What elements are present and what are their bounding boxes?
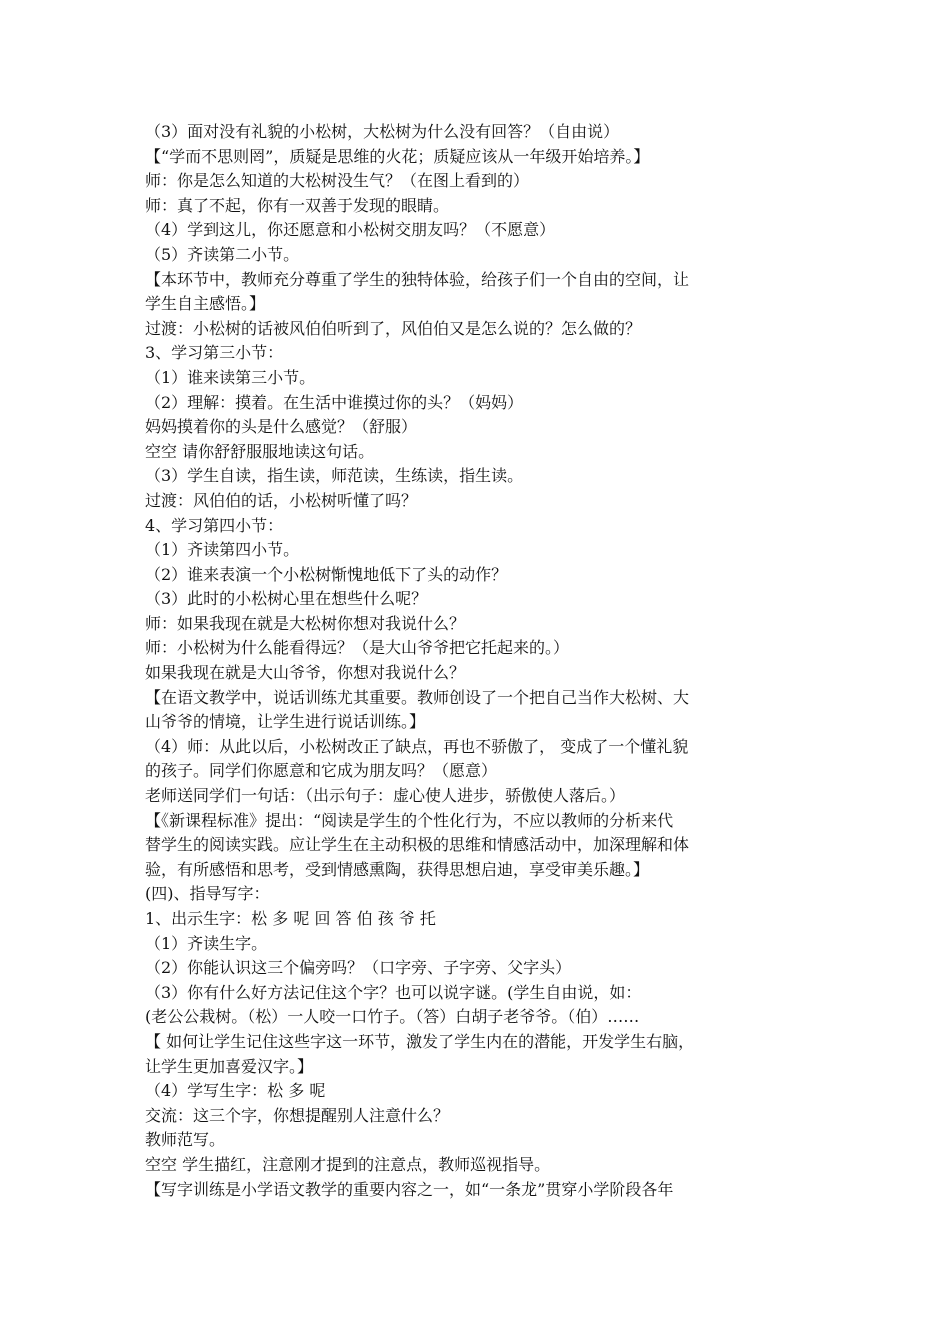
text-line: 空空 学生描红，注意刚才提到的注意点，教师巡视指导。 <box>145 1154 551 1174</box>
text-line: 师：你是怎么知道的大松树没生气？（在图上看到的） <box>145 171 530 191</box>
text-line: 如果我现在就是大山爷爷，你想对我说什么？ <box>145 663 466 683</box>
text-line: 妈妈摸着你的头是什么感觉？（舒服） <box>145 417 418 437</box>
text-line: 师：如果我现在就是大松树你想对我说什么？ <box>145 613 466 633</box>
text-line: （3）你有什么好方法记住这个字？也可以说字谜。(学生自由说，如： <box>145 982 642 1002</box>
text-line: 验，有所感悟和思考，受到情感熏陶，获得思想启迪，享受审美乐趣。】 <box>145 859 650 879</box>
text-line: 【《新课程标准》提出：“阅读是学生的个性化行为，不应以教师的分析来代 <box>145 810 674 830</box>
text-line: 的孩子。同学们你愿意和它成为朋友吗？（愿意） <box>145 761 498 781</box>
text-line: （1）齐读生字。 <box>145 933 268 953</box>
text-line: (老公公栽树。（松）一人咬一口竹子。（答）白胡子老爷爷。（伯）…… <box>145 1007 640 1027</box>
text-line: 【“学而不思则罔”，质疑是思维的火花；质疑应该从一年级开始培养。】 <box>145 146 650 166</box>
text-line: 山爷爷的情境，让学生进行说话训练。】 <box>145 712 426 732</box>
document-page <box>145 120 810 1202</box>
text-line: （4）师：从此以后，小松树改正了缺点，再也不骄傲了， 变成了一个懂礼貌 <box>145 736 689 756</box>
text-line: 空空 请你舒舒服服地读这句话。 <box>145 441 375 461</box>
text-line: 过渡：风伯伯的话，小松树听懂了吗？ <box>145 490 418 510</box>
text-line: 学生自主感悟。】 <box>145 294 266 314</box>
text-line: (四)、指导写字： <box>145 884 270 904</box>
text-line: （4）学到这儿，你还愿意和小松树交朋友吗？（不愿意） <box>145 220 556 240</box>
text-line: 【写字训练是小学语文教学的重要内容之一，如“一条龙”贯穿小学阶段各年 <box>145 1179 674 1199</box>
text-line: （2）谁来表演一个小松树惭愧地低下了头的动作？ <box>145 564 508 584</box>
text-line: 3、学习第三小节： <box>145 343 284 363</box>
text-line: 过渡：小松树的话被风伯伯听到了，风伯伯又是怎么说的？怎么做的？ <box>145 318 642 338</box>
text-line: （4）学写生字：松 多 呢 <box>145 1081 326 1101</box>
text-line: （1）谁来读第三小节。 <box>145 367 316 387</box>
text-line: （3）面对没有礼貌的小松树，大松树为什么没有回答？（自由说） <box>145 122 620 141</box>
text-line: 4、学习第四小节： <box>145 515 284 535</box>
text-line: （2）你能认识这三个偏旁吗？（口字旁、子字旁、父字头） <box>145 958 572 978</box>
text-line: 【 如何让学生记住这些字这一环节，激发了学生内在的潜能，开发学生右脑， <box>145 1031 695 1051</box>
text-line: 教师范写。 <box>145 1130 226 1150</box>
text-line: （3）学生自读，指生读，师范读，生练读，指生读。 <box>145 466 524 486</box>
text-line: 【在语文教学中，说话训练尤其重要。教师创设了一个把自己当作大松树、大 <box>145 687 690 707</box>
text-line: 师：小松树为什么能看得远？（是大山爷爷把它托起来的。） <box>145 638 570 658</box>
text-line: 交流：这三个字，你想提醒别人注意什么？ <box>145 1105 450 1125</box>
text-line: （2）理解：摸着。在生活中谁摸过你的头？（妈妈） <box>145 392 524 412</box>
text-line: 替学生的阅读实践。应让学生在主动积极的思维和情感活动中，加深理解和体 <box>145 835 690 855</box>
text-line: 1、出示生字：松 多 呢 回 答 伯 孩 爷 托 <box>145 909 436 928</box>
text-line: （5）齐读第二小节。 <box>145 244 300 264</box>
text-line: （3）此时的小松树心里在想些什么呢？ <box>145 589 428 609</box>
text-line: （1）齐读第四小节。 <box>145 540 300 560</box>
text-line: 师：真了不起，你有一双善于发现的眼睛。 <box>145 195 450 215</box>
text-line: 【本环节中，教师充分尊重了学生的独特体验，给孩子们一个自由的空间，让 <box>145 269 690 289</box>
text-line: 老师送同学们一句话：（出示句子：虚心使人进步，骄傲使人落后。） <box>145 786 626 806</box>
text-line: 让学生更加喜爱汉字。】 <box>145 1056 314 1076</box>
